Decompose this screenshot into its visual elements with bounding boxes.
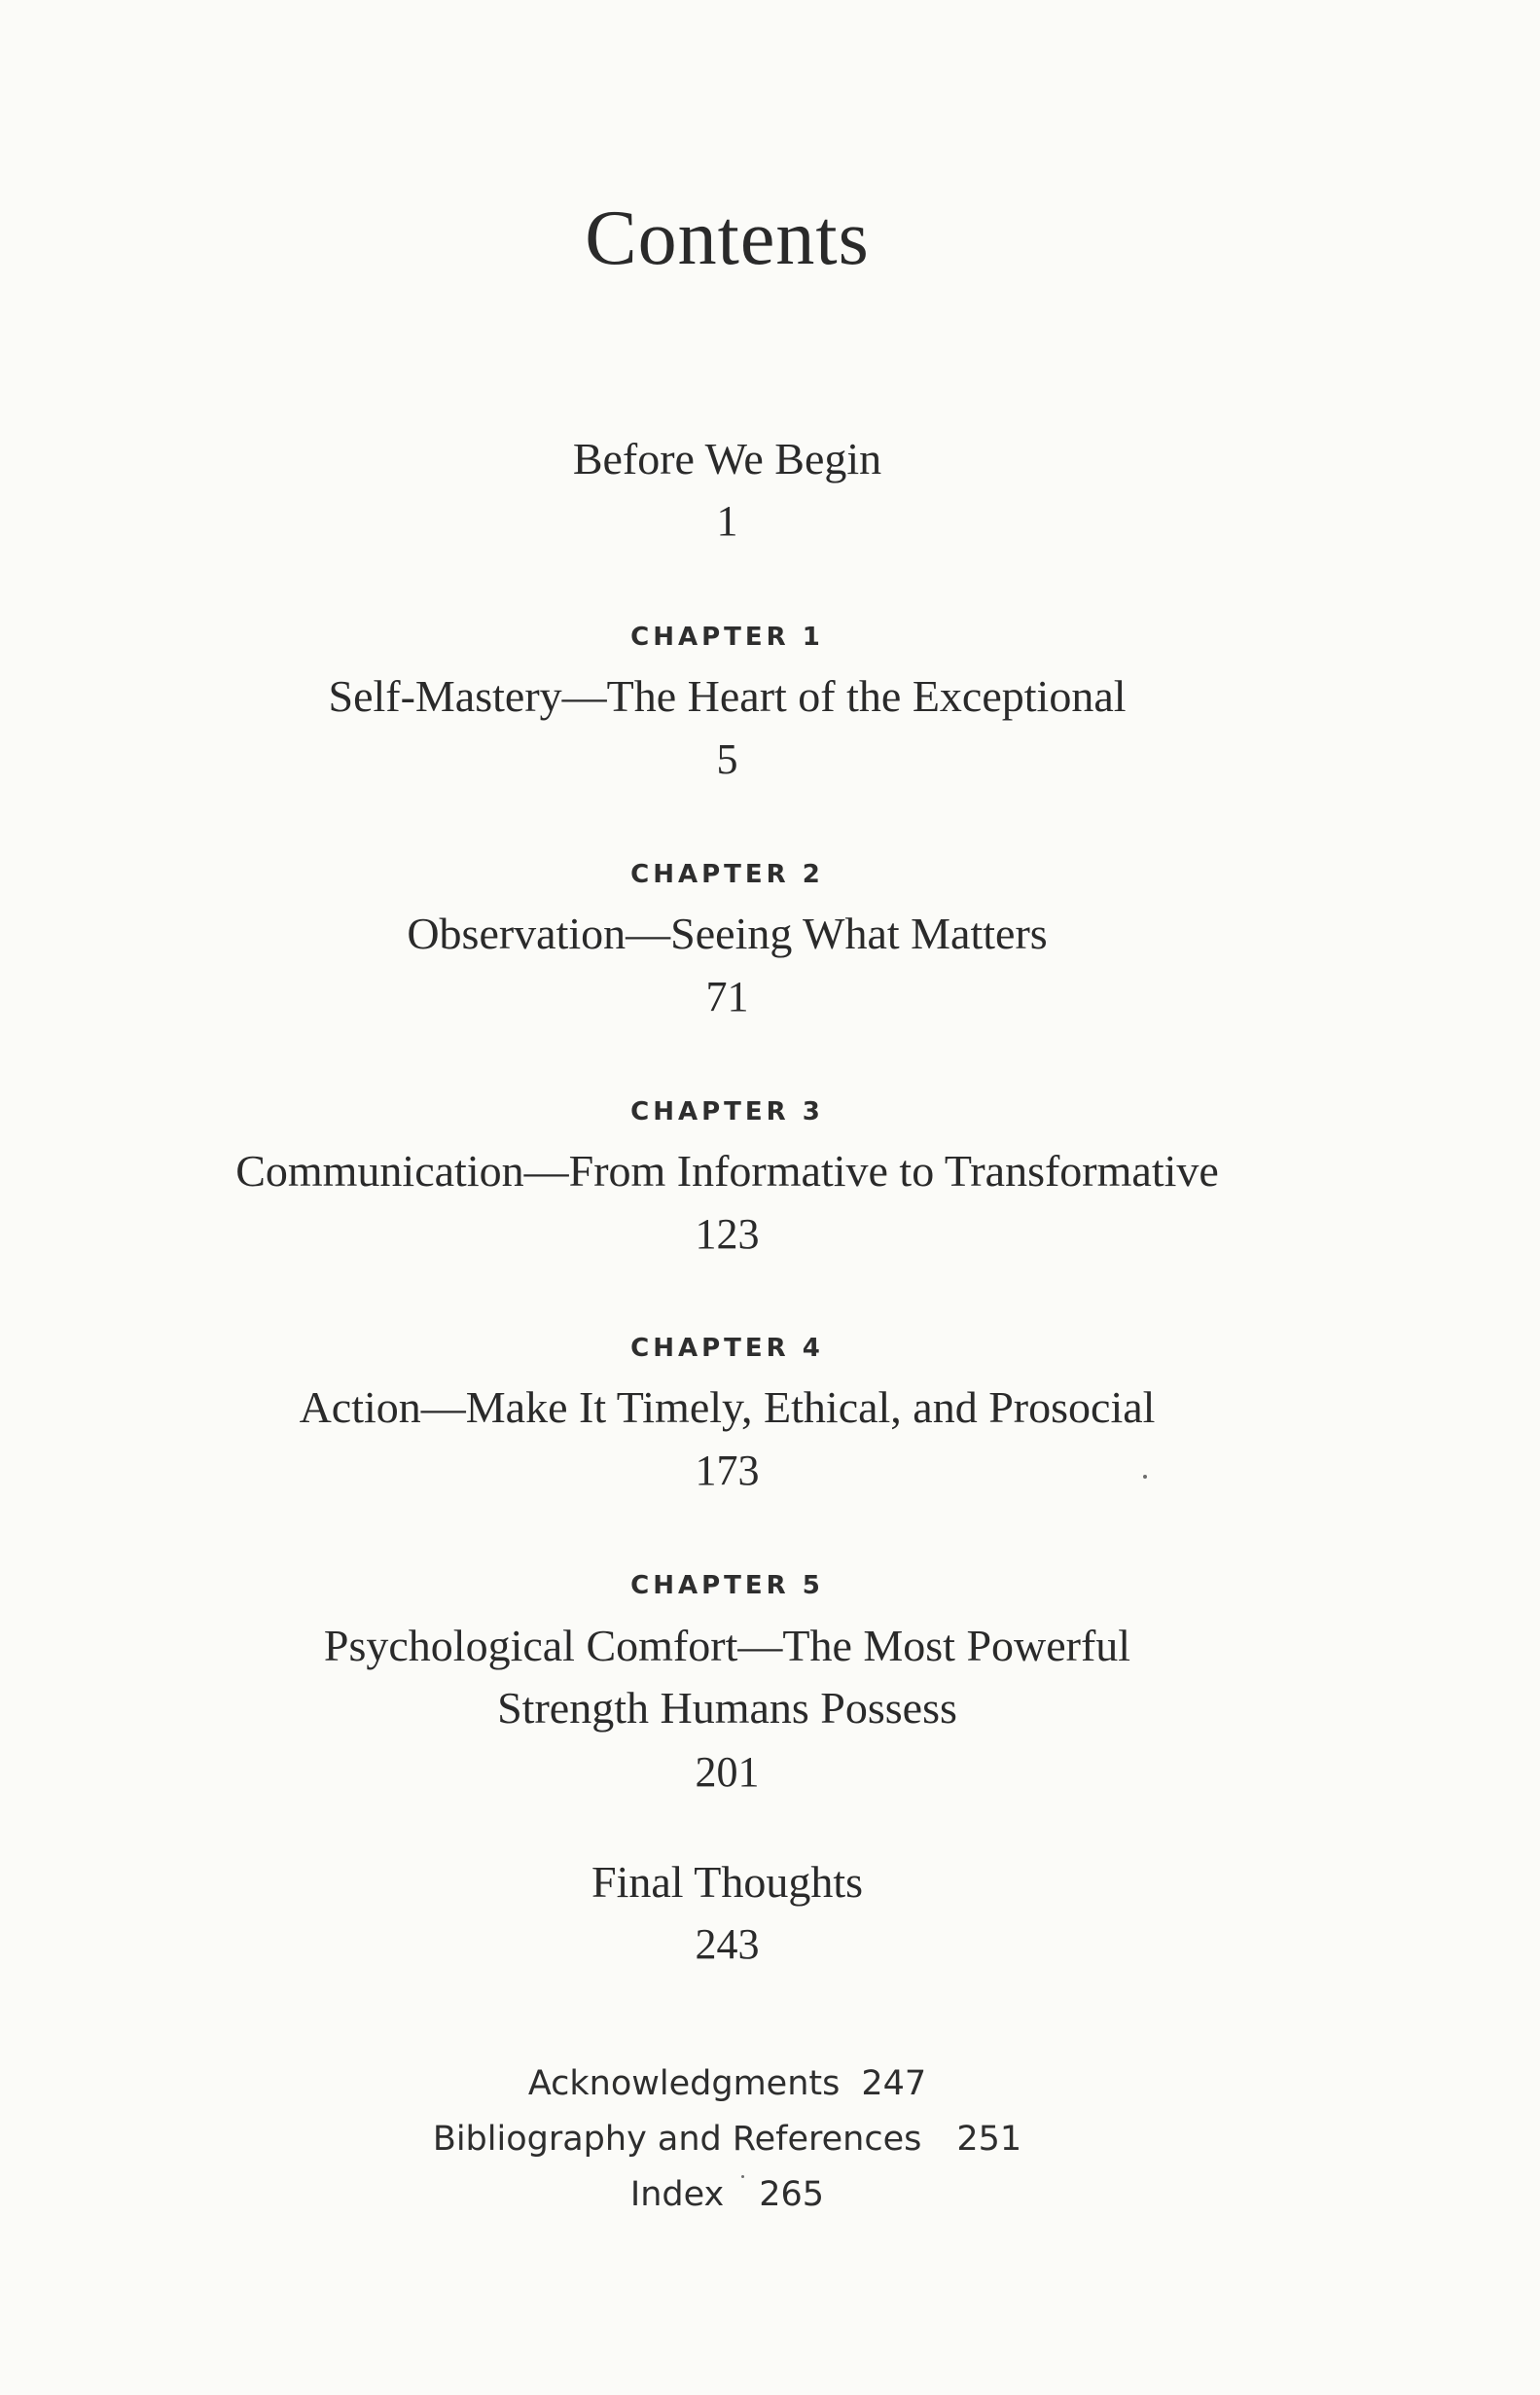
backmatter-page: 265: [759, 2175, 825, 2214]
backmatter-item: [0, 2175, 1454, 2214]
backmatter-page: 247: [861, 2064, 927, 2103]
toc-entry-title: Observation—Seeing What Matters: [407, 909, 1048, 958]
chapter-label: CHAPTER 1: [630, 623, 824, 652]
toc-entry-page: 201: [695, 1748, 760, 1796]
toc-entry-title: Before We Begin: [572, 434, 882, 483]
toc-entry-title: Communication—From Informative to Transformative: [235, 1146, 1219, 1196]
toc-entry-page: 5: [716, 735, 738, 783]
backmatter-title: Bibliography and References: [432, 2120, 922, 2159]
toc-entry-page: 173: [695, 1447, 760, 1494]
chapter-label: CHAPTER 5: [630, 1571, 824, 1600]
toc-entry-page: 243: [695, 1920, 760, 1968]
scan-speck: [741, 2175, 744, 2178]
page-title: Contents: [585, 196, 870, 281]
toc-entry-page: 1: [716, 497, 738, 545]
toc-entry-title: Self-Mastery—The Heart of the Exceptional: [328, 671, 1127, 721]
chapter-label: CHAPTER 2: [630, 860, 824, 889]
toc-entry-page: 71: [705, 973, 749, 1020]
chapter-label: CHAPTER 3: [630, 1097, 824, 1126]
backmatter-item: [0, 2120, 1454, 2159]
backmatter-title: Index: [629, 2175, 725, 2214]
backmatter-title: Acknowledgments: [527, 2064, 841, 2103]
toc-entry-title: Action—Make It Timely, Ethical, and Prosocial: [299, 1382, 1156, 1432]
toc-entry-title-line1: Psychological Comfort—The Most Powerful: [323, 1621, 1131, 1670]
toc-entry-title: Final Thoughts: [591, 1857, 863, 1907]
backmatter-item: [0, 2064, 1454, 2103]
toc-entry-title-line2: Strength Humans Possess: [497, 1683, 957, 1733]
scan-speck: [1143, 1475, 1147, 1479]
chapter-label: CHAPTER 4: [630, 1334, 824, 1363]
backmatter-page: 251: [956, 2120, 1022, 2159]
toc-entry-page: 123: [695, 1210, 760, 1258]
